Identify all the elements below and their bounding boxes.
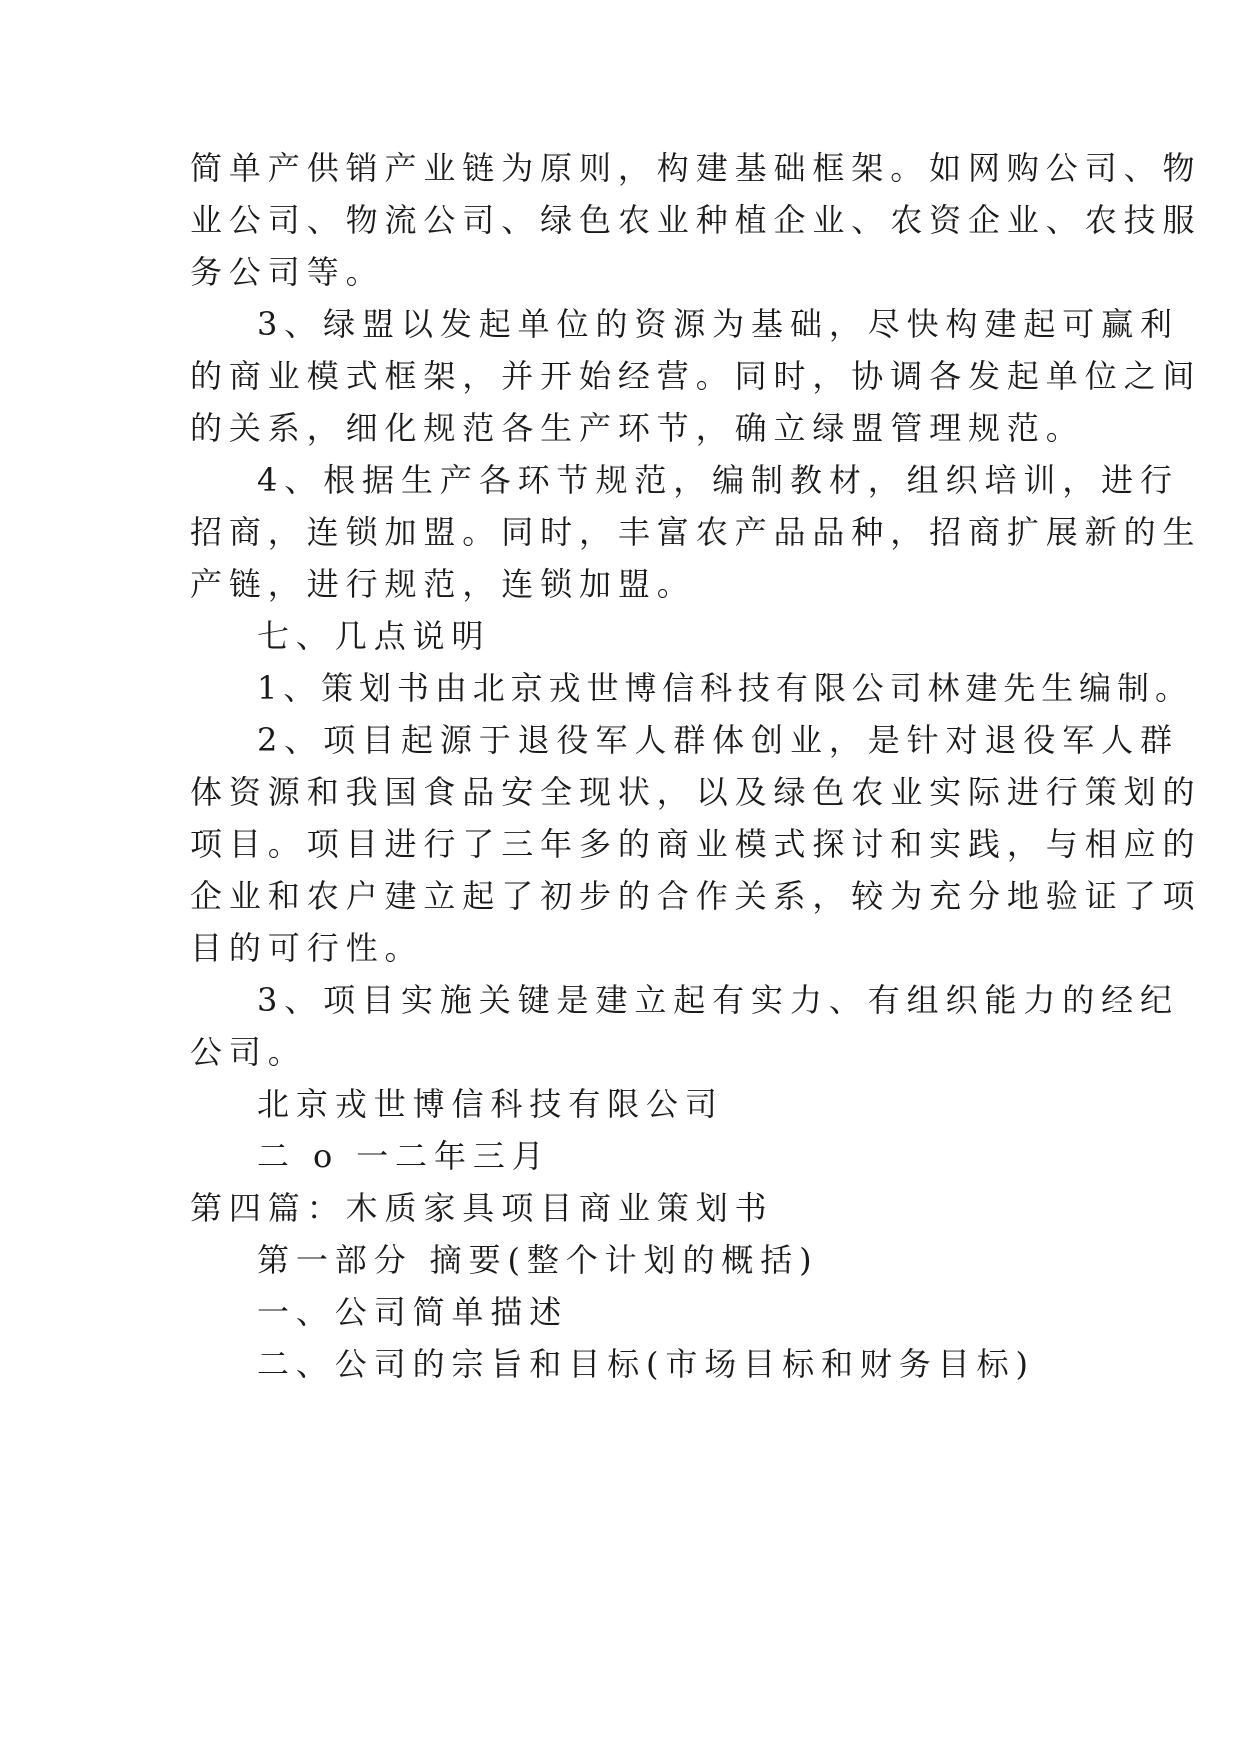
text-line: 3、项目实施关键是建立起有实力、有组织能力的经纪 [257,981,1179,1019]
signature-company: 北京戎世博信科技有限公司 [257,1085,724,1123]
outline-item: 一、公司简单描述 [257,1293,569,1331]
text-line: 3、绿盟以发起单位的资源为基础，尽快构建起可赢利 [257,305,1179,343]
text-line: 目的可行性。 [190,929,424,967]
section-heading: 七、几点说明 [257,617,491,655]
chapter-title: 第四篇：木质家具项目商业策划书 [190,1189,774,1227]
text-line: 务公司等。 [190,253,385,291]
text-line: 企业和农户建立起了初步的合作关系，较为充分地验证了项 [190,877,1202,915]
text-line: 的商业模式框架，并开始经营。同时，协调各发起单位之间 [190,357,1202,395]
text-line: 1、策划书由北京戎世博信科技有限公司林建先生编制。 [257,669,1193,707]
text-line: 简单产供销产业链为原则，构建基础框架。如网购公司、物 [190,149,1202,187]
text-line: 公司。 [190,1033,307,1071]
text-line: 项目。项目进行了三年多的商业模式探讨和实践，与相应的 [190,825,1202,863]
text-line: 业公司、物流公司、绿色农业种植企业、农资企业、农技服 [190,201,1202,239]
outline-item: 二、公司的宗旨和目标(市场目标和财务目标) [257,1345,1035,1383]
text-line: 4、根据生产各环节规范，编制教材，组织培训，进行 [257,461,1179,499]
text-line: 2、项目起源于退役军人群体创业，是针对退役军人群 [257,721,1179,759]
signature-date: 二 o 一二年三月 [257,1137,551,1175]
text-line: 招商，连锁加盟。同时，丰富农产品品种，招商扩展新的生 [190,513,1202,551]
text-line: 体资源和我国食品安全现状，以及绿色农业实际进行策划的 [190,773,1202,811]
text-line: 的关系，细化规范各生产环节，确立绿盟管理规范。 [190,409,1085,447]
text-line: 产链，进行规范，连锁加盟。 [190,565,696,603]
outline-item: 第一部分 摘要(整个计划的概括) [257,1241,819,1279]
